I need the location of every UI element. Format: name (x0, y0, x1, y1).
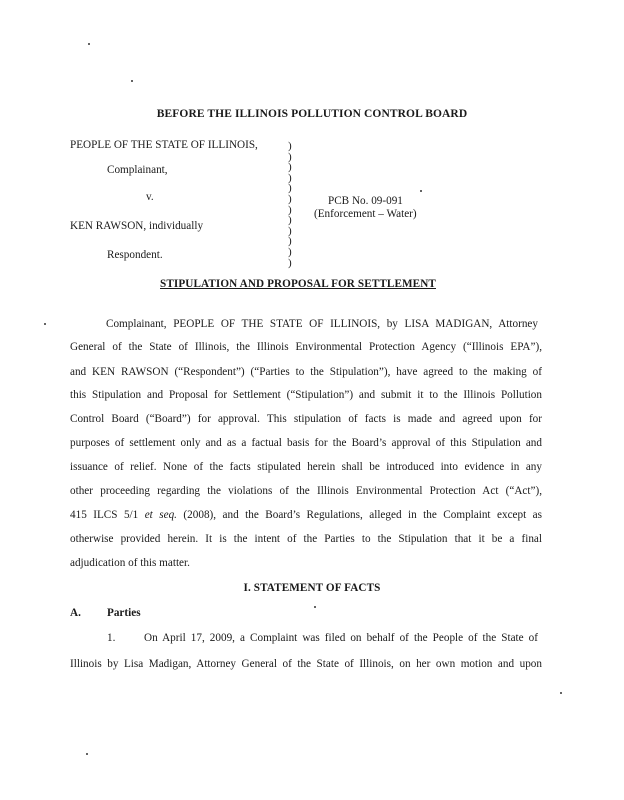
subsection-title: Parties (107, 607, 141, 619)
intro-line: Control Board (“Board”) for approval. This stipulation of facts is made and agreed upon for (70, 413, 542, 425)
scan-speck (131, 80, 133, 82)
intro-line (70, 509, 542, 521)
case-number: PCB No. 09-091 (328, 195, 403, 207)
scan-speck (420, 190, 422, 192)
intro-line: other proceeding regarding the violations of the Illinois Environmental Protection Act (“Act”), (70, 485, 542, 497)
intro-line: this Stipulation and Proposal for Settlement (“Stipulation”) and submit it to the Illinois Pollution (70, 389, 542, 401)
statute-cite: 415 ILCS 5/1 (70, 509, 145, 521)
versus: v. (146, 191, 154, 203)
complainant-role: Complainant, (107, 164, 168, 176)
scan-speck (88, 43, 90, 45)
intro-line: otherwise provided herein. It is the intent of the Parties to the Stipulation that it be a final (70, 533, 542, 545)
statute-italic: et seq. (144, 509, 177, 521)
paragraph-number: 1. (107, 632, 116, 644)
defendant-name: KEN RAWSON, individually (70, 220, 204, 232)
intro-line: purposes of settlement only and as a factual basis for the Board’s approval of this Stipulation and (70, 437, 542, 449)
case-type: (Enforcement – Water) (314, 208, 417, 220)
intro-line: adjudication of this matter. (70, 557, 190, 569)
respondent-role: Respondent. (107, 249, 163, 261)
statute-tail: (2008), and the Board’s Regulations, alleged in the Complaint except as (176, 509, 542, 521)
scan-speck (314, 606, 316, 608)
stipulation-title: STIPULATION AND PROPOSAL FOR SETTLEMENT (160, 278, 436, 290)
intro-line: issuance of relief. None of the facts stipulated herein shall be introduced into evidence in any (70, 461, 542, 473)
section-title: I. STATEMENT OF FACTS (243, 582, 381, 594)
subsection-letter: A. (70, 607, 82, 619)
scan-speck (86, 753, 88, 755)
scan-speck (560, 692, 562, 694)
paragraph-line: On April 17, 2009, a Complaint was filed on behalf of the People of the State of (144, 632, 538, 644)
plaintiff-name: PEOPLE OF THE STATE OF ILLINOIS, (70, 139, 258, 151)
scan-speck (44, 323, 46, 325)
caption-parentheses: ) ) ) ) ) ) ) ) ) ) ) ) (288, 140, 292, 269)
intro-line: and KEN RAWSON (“Respondent”) (“Parties to the Stipulation”), have agreed to the making of (70, 366, 542, 378)
intro-line: General of the State of Illinois, the Illinois Environmental Protection Agency (“Illinois EPA”), (70, 341, 542, 353)
board-title: BEFORE THE ILLINOIS POLLUTION CONTROL BOARD (156, 108, 468, 120)
paragraph-line: Illinois by Lisa Madigan, Attorney General of the State of Illinois, on her own motion and upon (70, 658, 542, 670)
intro-line: Complainant, PEOPLE OF THE STATE OF ILLINOIS, by LISA MADIGAN, Attorney (106, 318, 538, 330)
